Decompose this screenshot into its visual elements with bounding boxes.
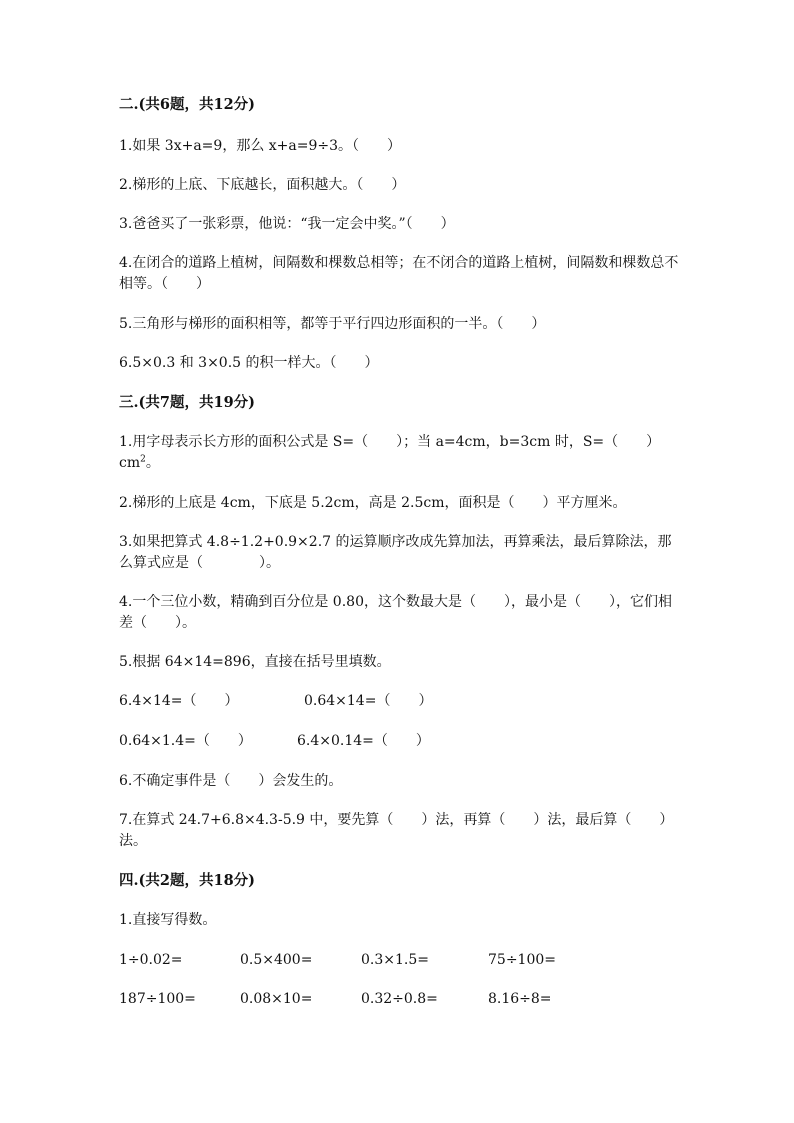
section-2-heading: 二.(共6题，共12分) xyxy=(119,96,256,113)
section-3-question-1-text: 1.用字母表示长方形的面积公式是 S=（ ）；当 a=4cm，b=3cm 时，S=（ ）cm xyxy=(119,434,661,471)
section-3-question-6: 6.不确定事件是（ ）会发生的。 xyxy=(119,773,343,789)
section-3-question-1 xyxy=(119,432,679,474)
section-4-heading: 四.(共2题，共18分) xyxy=(119,872,256,889)
section-3-q5-item-b: 0.64×14=（ ） xyxy=(304,693,433,709)
calc-row2-item4: 8.16÷8= xyxy=(488,991,552,1007)
section-2-question-4: 4.在闭合的道路上植树，间隔数和棵数总相等；在不闭合的道路上植树，间隔数和棵数总不相等。（ ） xyxy=(119,255,679,292)
section-3-question-2: 2.梯形的上底是 4cm，下底是 5.2cm，高是 2.5cm，面积是（ ）平方厘米。 xyxy=(119,495,627,511)
calc-row1-item3: 0.3×1.5= xyxy=(361,952,429,968)
section-2-question-6: 6.5×0.3 和 3×0.5 的积一样大。（ ） xyxy=(119,355,379,371)
section-3-q5-item-d: 6.4×0.14=（ ） xyxy=(297,733,430,749)
calc-row1-item4: 75÷100= xyxy=(488,952,556,968)
section-4-question-1: 1.直接写得数。 xyxy=(119,912,217,928)
section-2-question-2: 2.梯形的上底、下底越长，面积越大。（ ） xyxy=(119,177,406,193)
section-2-question-3: 3.爸爸买了一张彩票，他说：“我一定会中奖。”（ ） xyxy=(119,216,455,232)
calc-row2-item3: 0.32÷0.8= xyxy=(361,991,438,1007)
calc-row1-item1: 1÷0.02= xyxy=(119,952,183,968)
section-3-question-4: 4.一个三位小数，精确到百分位是 0.80，这个数最大是（ ），最小是（ ），它们相差（ ）。 xyxy=(119,594,672,631)
section-3-q5-item-c: 0.64×1.4=（ ） xyxy=(119,733,252,749)
section-3-question-1-end: 。 xyxy=(145,455,160,471)
section-2-question-1: 1.如果 3x+a=9，那么 x+a=9÷3。（ ） xyxy=(119,138,402,154)
section-3-question-7: 7.在算式 24.7+6.8×4.3-5.9 中，要先算（ ）法，再算（ ）法，最后算（ ）法。 xyxy=(119,812,674,849)
calc-row2-item2: 0.08×10= xyxy=(240,991,313,1007)
superscript-exponent: 2 xyxy=(140,454,146,465)
calc-row2-item1: 187÷100= xyxy=(119,991,196,1007)
section-3-q5-item-a: 6.4×14=（ ） xyxy=(119,693,239,709)
section-3-heading: 三.(共7题，共19分) xyxy=(119,394,256,411)
calc-row1-item2: 0.5×400= xyxy=(240,952,313,968)
section-3-question-3: 3.如果把算式 4.8÷1.2+0.9×2.7 的运算顺序改成先算加法，再算乘法，最后算除法，那么算式应是（ ）。 xyxy=(119,534,672,571)
section-2-question-5: 5.三角形与梯形的面积相等，都等于平行四边形面积的一半。（ ） xyxy=(119,316,546,332)
section-3-question-5: 5.根据 64×14=896，直接在括号里填数。 xyxy=(119,654,391,670)
